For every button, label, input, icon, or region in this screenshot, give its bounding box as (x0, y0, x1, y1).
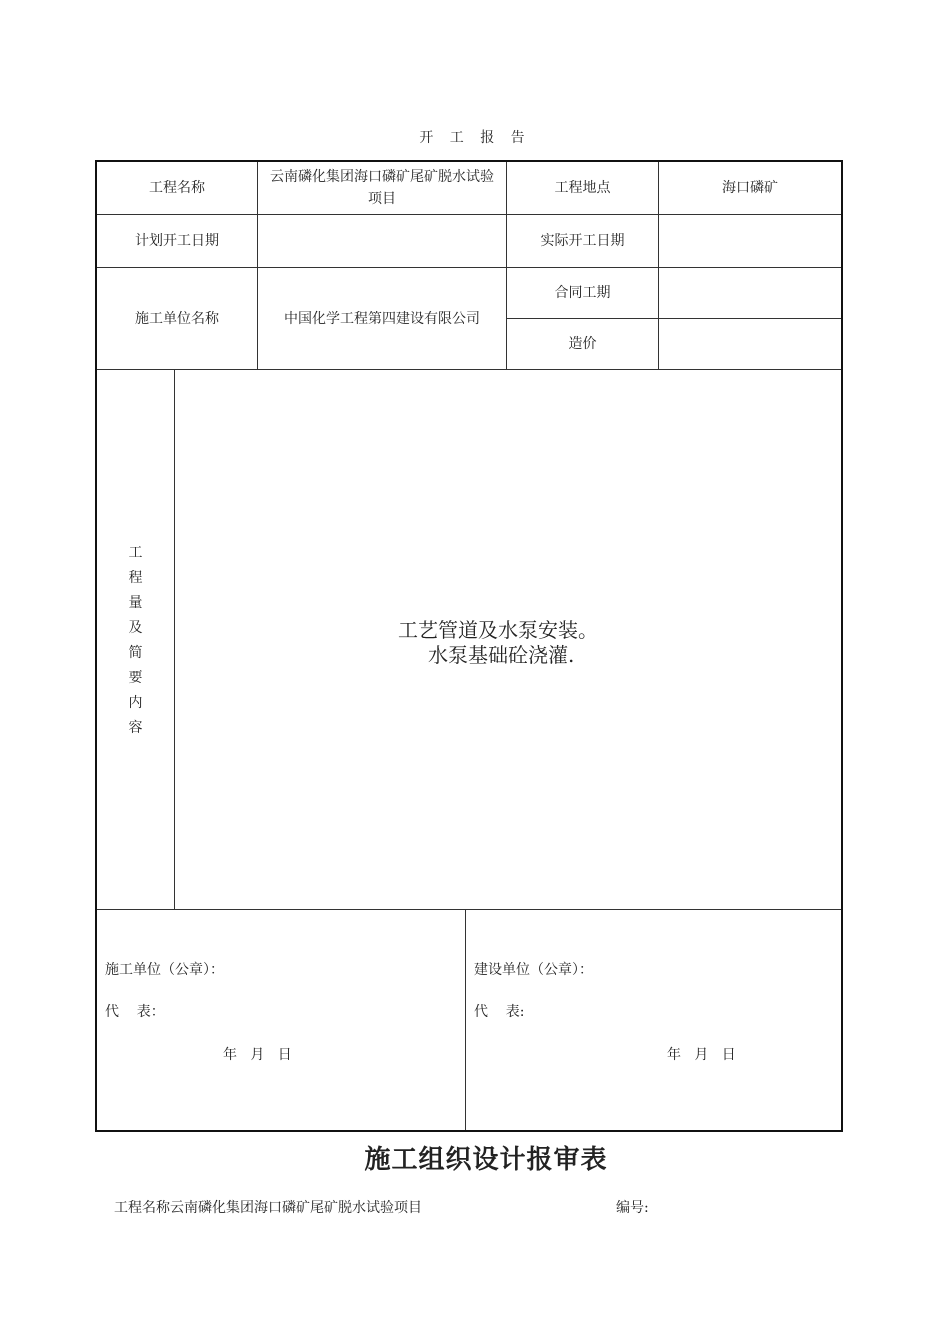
label-project-name: 工程名称 (149, 180, 205, 196)
contractor-date: 年 月 日 (223, 1047, 292, 1063)
scope-line-1: 工艺管道及水泵安装。 (398, 618, 598, 642)
value-actual-start[interactable] (659, 215, 841, 267)
col-divider (465, 909, 466, 1130)
owner-rep-label: 代 表: (474, 1004, 525, 1020)
label-project-location: 工程地点 (554, 180, 611, 196)
value-contractor: 中国化学工程第四建设有限公司 (284, 310, 480, 327)
label-planned-start: 计划开工日期 (135, 233, 219, 249)
contractor-seal-label: 施工单位（公章）： (105, 962, 224, 978)
label-cost: 造价 (568, 336, 597, 352)
label-contractor: 施工单位名称 (135, 310, 219, 327)
start-report-table (95, 160, 843, 1132)
label-char: 及 (128, 620, 143, 636)
label-contract-period: 合同工期 (554, 285, 611, 301)
contractor-rep-label: 代 表： (105, 1004, 165, 1020)
row-divider (97, 369, 841, 370)
number-label: 编号: (616, 1200, 649, 1216)
row-divider (97, 909, 841, 910)
value-planned-start[interactable] (258, 215, 506, 267)
owner-date: 年 月 日 (667, 1047, 736, 1063)
label-char: 要 (128, 670, 143, 686)
form-title: 施工组织设计报审表 (364, 1145, 608, 1175)
label-char: 内 (128, 695, 143, 711)
scope-line-2: 水泵基础砼浇灌. (428, 643, 575, 667)
owner-seal-label: 建设单位（公章）： (474, 962, 593, 978)
label-char: 量 (128, 595, 143, 611)
label-char: 工 (128, 545, 143, 561)
value-cost[interactable] (659, 319, 841, 369)
label-actual-start: 实际开工日期 (540, 233, 625, 249)
label-char: 程 (128, 570, 143, 586)
label-char: 简 (128, 645, 143, 661)
report-title: 开 工 报 告 (419, 130, 531, 146)
label-char: 容 (128, 720, 143, 736)
col-divider (174, 369, 175, 909)
label-work-scope (97, 541, 174, 741)
value-project-location: 海口磷矿 (722, 180, 778, 196)
value-contract-period[interactable] (659, 268, 841, 318)
project-name-line: 工程名称云南磷化集团海口磷矿尾矿脱水试验项目 (114, 1200, 422, 1216)
value-project-name: 云南磷化集团海口磷矿尾矿脱水试验项目 (270, 169, 494, 207)
